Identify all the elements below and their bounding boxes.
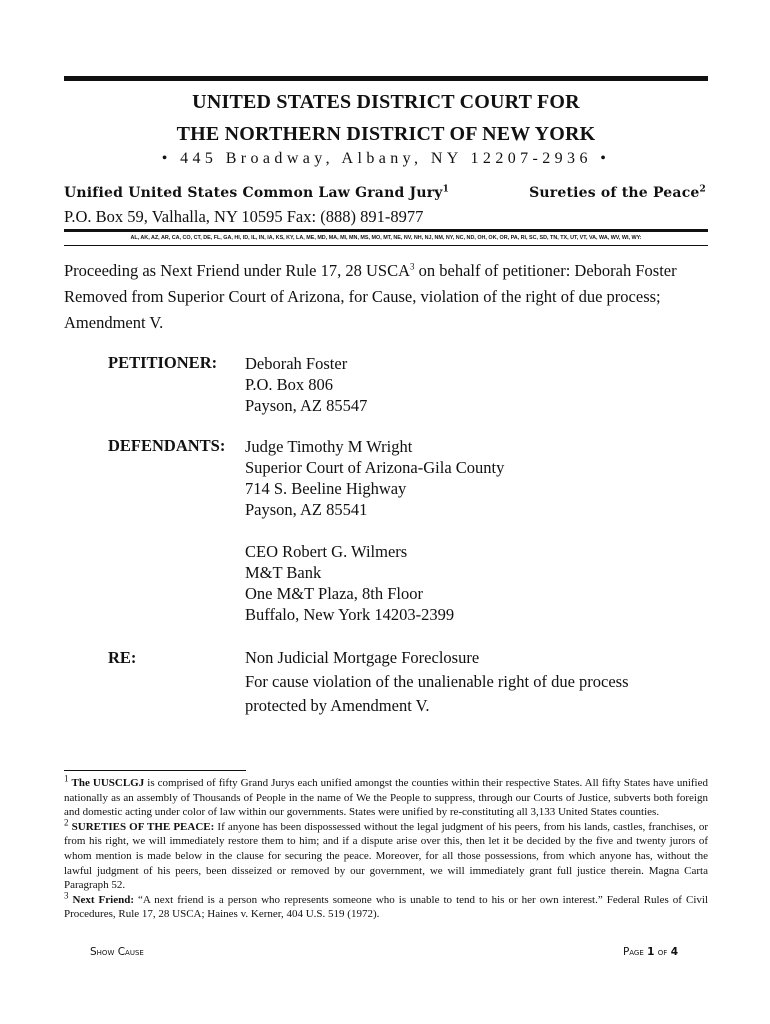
defendant-1-line3: 714 S. Beeline Highway	[245, 479, 407, 498]
footnote-2-number: 2	[64, 817, 69, 828]
defendant-1-line4: Payson, AZ 85541	[245, 500, 368, 519]
footnote-separator	[64, 770, 246, 771]
header-rule-top	[64, 76, 708, 81]
org-contact-line: P.O. Box 59, Valhalla, NY 10595 Fax: (888) 891-8977	[64, 207, 424, 226]
court-title-line1-text: UNITED STATES DISTRICT COURT FOR	[192, 91, 580, 113]
footer-page-total: 4	[670, 946, 678, 958]
intro-footnote-ref[interactable]: 3	[410, 261, 415, 272]
defendant-2-block	[245, 541, 454, 625]
footnote-3-number: 3	[64, 890, 69, 901]
footnote-3	[64, 890, 708, 922]
re-block	[245, 646, 629, 718]
sureties-text: Sureties of the Peace	[529, 185, 700, 201]
petitioner-address-line1: P.O. Box 806	[245, 375, 334, 394]
intro-text-part1: Proceeding as Next Friend under Rule 17, 28 USCA	[64, 261, 410, 280]
footnote-3-lead: Next Friend:	[72, 893, 134, 906]
sureties-heading	[529, 185, 706, 201]
court-address: • 445 Broadway, Albany, NY 12207-2936 •	[161, 150, 611, 167]
petitioner-label: PETITIONER:	[108, 353, 218, 372]
re-line1: Non Judicial Mortgage Foreclosure	[245, 648, 480, 667]
states-list: AL, AK, AZ, AR, CA, CO, CT, DE, FL, GA, HI, ID, IL, IN, IA, KS, KY, LA, ME, MD, MA, MI, MN, MS, MO, MT, NE, NV, NH, NJ, NM, NY, NC, ND, OH, OK, OR, PA, RI, SC, SD, TN, TX, UT, VT, VA, WA, WV, WI, WY:	[130, 235, 642, 241]
footnote-2	[64, 817, 709, 893]
petitioner-block	[245, 353, 367, 416]
footer-of-word: of	[657, 946, 668, 958]
defendant-2-name: CEO Robert G. Wilmers	[245, 542, 408, 561]
footer-page-current: 1	[647, 946, 655, 958]
defendant-1-name: Judge Timothy M Wright	[245, 437, 413, 456]
defendant-1-line2: Superior Court of Arizona-Gila County	[245, 458, 505, 477]
footnote-2-text: If anyone has been dispossessed without the legal judgment of his peers, from his lands, castles, franchises, or from his right, we will immediately restore them to him; and if a dispute arise over this, then let it be decided by the five and twenty jurors of whom mention is made below in the clause for securing the peace. Moreover, for all those possessions, from which anyone has, without the lawful judgment of his peers, been disseized or removed by our government, we will immediately grant full justice therein. Magna Carta Paragraph 52.	[64, 820, 709, 892]
footnote-1-lead: The UUSCLGJ	[71, 777, 145, 789]
re-label: RE:	[108, 648, 137, 667]
defendant-2-line3: One M&T Plaza, 8th Floor	[245, 584, 423, 603]
org-rule-bottom	[64, 245, 708, 246]
footnotes	[64, 773, 709, 922]
footnote-2-lead: SURETIES OF THE PEACE:	[71, 820, 215, 833]
org-name-text: Unified United States Common Law Grand Jury	[64, 185, 443, 201]
intro-paragraph	[64, 258, 714, 336]
footer-doc-title: Show Cause	[90, 946, 144, 958]
intro-text-part2: on behalf of petitioner: Deborah Foster Removed from Superior Court of Arizona, for Cause, violation of the right of due process; Amendment V.	[64, 261, 677, 332]
defendant-2-line4: Buffalo, New York 14203-2399	[245, 605, 455, 624]
footnote-3-text: “A next friend is a person who represents someone who is unable to tend to his or her own interest.” Federal Rules of Civil Procedures, Rule 17, 28 USCA; Haines v. Kerner, 404 U.S. 519 (1972).	[64, 893, 708, 921]
footer-page-number	[623, 946, 678, 958]
org-rule-top	[64, 229, 708, 232]
defendant-1-block	[245, 436, 504, 520]
defendant-2-line2: M&T Bank	[245, 563, 322, 582]
footer-page-word: Page	[622, 946, 644, 958]
footnote-1-number: 1	[64, 773, 69, 784]
org-name-footnote-ref[interactable]: 1	[442, 184, 450, 195]
footnote-1	[64, 773, 708, 820]
footnote-1-text: is comprised of fifty Grand Jurys each unified amongst the counties within their respective States. All fifty States have unified nationally as an assembly of Thousands of People in the name of We the People to suppress, through our Courts of Justice, subverts both foreign and domestic acting under color of law within our governments. States were unified by re-constituting all 3,133 United States counties.	[64, 777, 708, 819]
defendants-label: DEFENDANTS:	[108, 436, 226, 455]
re-line3: protected by Amendment V.	[245, 696, 430, 715]
court-title-line2-text: THE NORTHERN DISTRICT OF NEW YORK	[176, 123, 596, 145]
org-name	[64, 185, 449, 201]
sureties-footnote-ref[interactable]: 2	[699, 184, 706, 195]
court-title-line2	[64, 118, 708, 150]
petitioner-address-line2: Payson, AZ 85547	[245, 396, 368, 415]
court-title-line1	[64, 86, 708, 118]
petitioner-name: Deborah Foster	[245, 354, 348, 373]
re-line2: For cause violation of the unalienable right of due process	[245, 672, 629, 691]
